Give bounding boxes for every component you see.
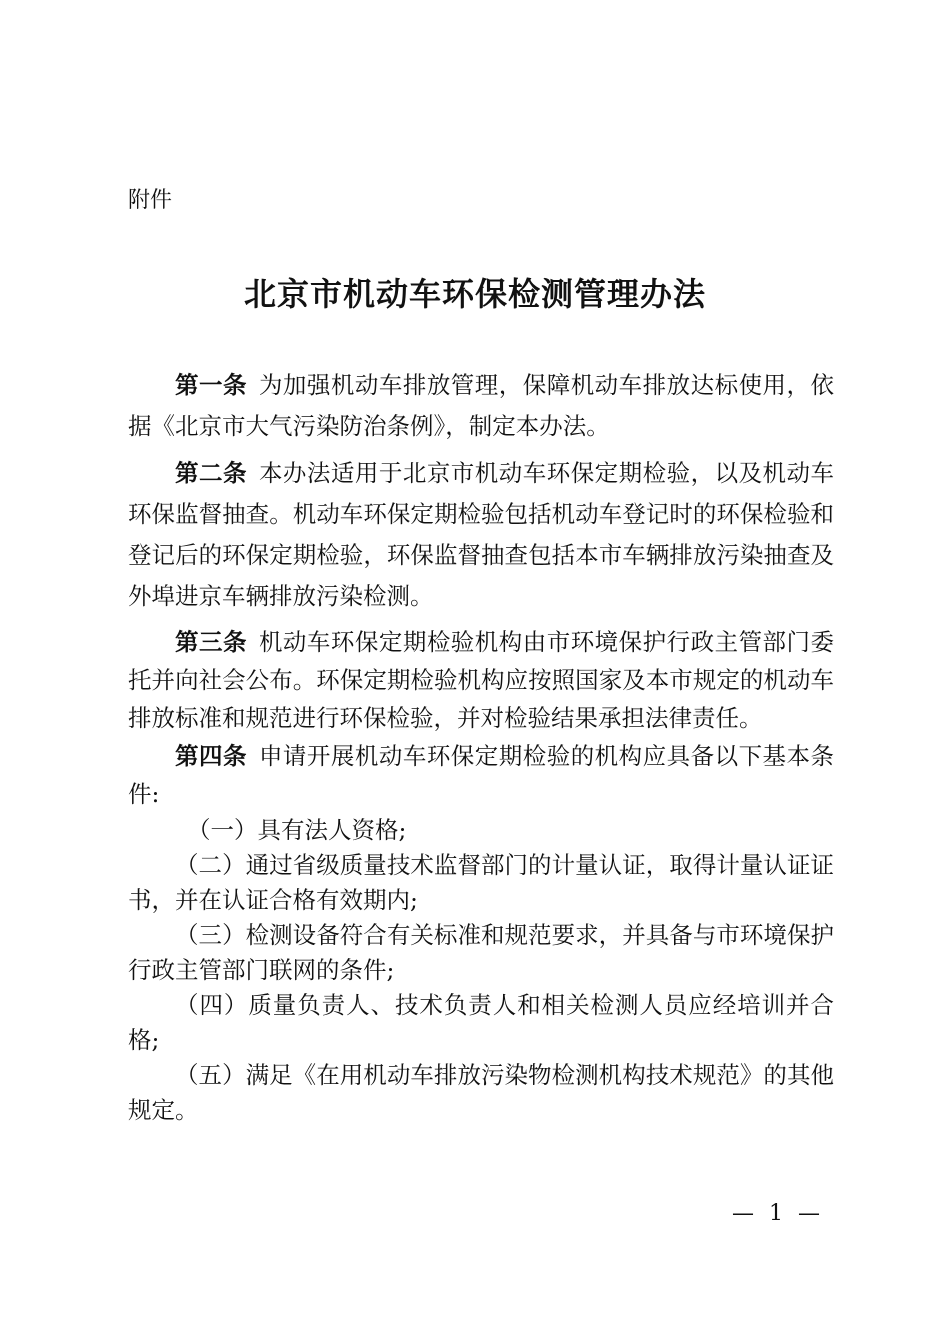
article-1-text: 为加强机动车排放管理，保障机动车排放达标使用，依据《北京市大气污染防治条例》，制定本办法。 bbox=[128, 371, 835, 440]
article-2-text: 本办法适用于北京市机动车环保定期检验，以及机动车环保监督抽查。机动车环保定期检验包括机动车登记时的环保检验和登记后的环保定期检验，环保监督抽查包括本市车辆排放污染抽查及外埠进京车辆排放污染检测。 bbox=[128, 459, 835, 610]
condition-item-4: （四）质量负责人、技术负责人和相关检测人员应经培训并合格; bbox=[128, 991, 834, 1054]
condition-item-3: （三）检测设备符合有关标准和规范要求，并具备与市环境保护行政主管部门联网的条件; bbox=[128, 921, 834, 984]
article-2-label: 第二条 bbox=[175, 459, 247, 487]
article-2 bbox=[128, 453, 834, 617]
article-1 bbox=[128, 365, 834, 447]
attachment-label: 附件 bbox=[128, 188, 173, 213]
article-4 bbox=[128, 737, 834, 813]
article-3-label: 第三条 bbox=[175, 628, 247, 656]
document-title: 北京市机动车环保检测管理办法 bbox=[243, 275, 706, 313]
article-3 bbox=[128, 623, 834, 737]
document-body bbox=[128, 365, 834, 1128]
condition-item-2: （二）通过省级质量技术监督部门的计量认证，取得计量认证证书，并在认证合格有效期内; bbox=[128, 851, 834, 914]
condition-item-5: （五）满足《在用机动车排放污染物检测机构技术规范》的其他规定。 bbox=[128, 1061, 834, 1124]
article-1-label: 第一条 bbox=[175, 371, 247, 399]
article-3-text: 机动车环保定期检验机构由市环境保护行政主管部门委托并向社会公布。环保定期检验机构应按照国家及本市规定的机动车排放标准和规范进行环保检验，并对检验结果承担法律责任。 bbox=[128, 628, 835, 732]
article-4-label: 第四条 bbox=[175, 742, 247, 770]
page-number: — 1 — bbox=[732, 1201, 824, 1226]
article-4-text: 申请开展机动车环保定期检验的机构应具备以下基本条件: bbox=[128, 742, 835, 808]
condition-item-1: （一）具有法人资格; bbox=[187, 816, 407, 844]
